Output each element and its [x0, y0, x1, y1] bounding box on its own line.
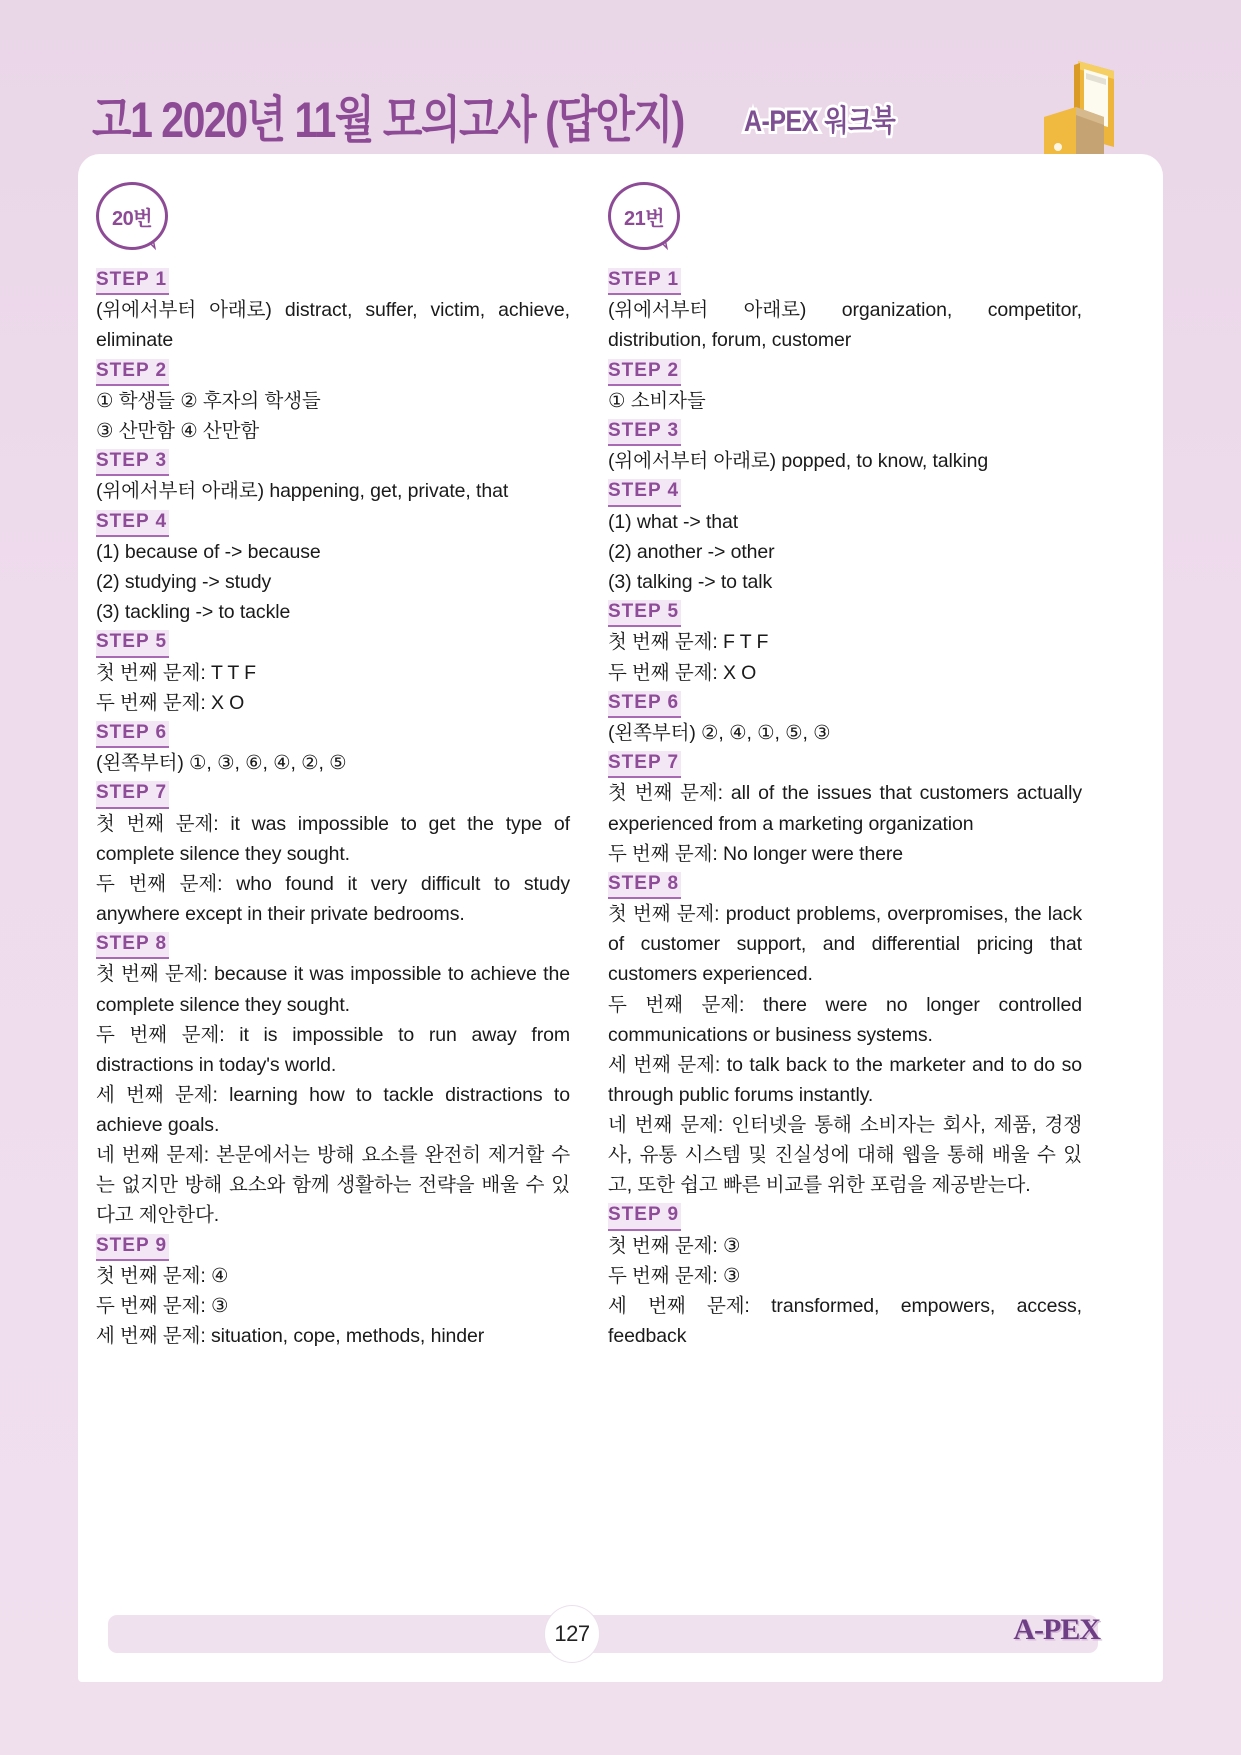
step-line: 세 번째 문제: learning how to tackle distractions to achieve goals. — [96, 1083, 570, 1136]
step-line: (3) tackling -> to tackle — [96, 601, 291, 624]
step-line: 세 번째 문제: transformed, empowers, access, feedback — [608, 1294, 1082, 1348]
step-line: 세 번째 문제: to talk back to the marketer and to do so through public forums instantly. — [608, 1053, 1082, 1106]
step-line: 세 번째 문제: situation, cope, methods, hinder — [96, 1325, 485, 1348]
step-block — [96, 508, 570, 628]
step-line: 첫 번째 문제: all of the issues that customers actually experienced from a marketing organization — [608, 782, 1082, 835]
step-line: 첫 번째 문제: ③ — [608, 1234, 741, 1257]
workbook-badge: A-PEX 워크북 — [744, 104, 896, 139]
question-bubble-20 — [96, 182, 174, 254]
step-block — [608, 266, 1082, 356]
step-block — [608, 749, 1082, 869]
step-heading: STEP 9 — [608, 1203, 681, 1230]
step-line: 두 번째 문제: it is impossible to run away from distractions in today's world. — [96, 1023, 570, 1076]
step-line: ① 학생들 ② 후자의 학생들 — [96, 389, 321, 412]
step-line: 첫 번째 문제: F T F — [608, 631, 769, 654]
step-block — [608, 477, 1082, 597]
step-line: 두 번째 문제: No longer were there — [608, 842, 904, 865]
step-heading: STEP 7 — [608, 751, 681, 778]
step-line: ① 소비자들 — [608, 389, 706, 412]
step-heading: STEP 1 — [608, 268, 681, 295]
step-line: (2) studying -> study — [96, 571, 272, 593]
step-line: 네 번째 문제: 본문에서는 방해 요소를 완전히 제거할 수는 없지만 방해 요소와 함께 생활하는 전략을 배울 수 있다고 제안한다. — [96, 1144, 570, 1227]
question-number-label: 21번 — [623, 207, 665, 230]
page-number: 127 — [544, 1605, 600, 1663]
answer-columns — [96, 182, 1146, 1352]
question-bubble-21 — [608, 182, 686, 254]
step-block — [608, 598, 1082, 688]
step-line: 두 번째 문제: X O — [96, 691, 245, 714]
step-heading: STEP 9 — [96, 1234, 169, 1261]
step-line: 첫 번째 문제: it was impossible to get the type of complete silence they sought. — [96, 812, 570, 865]
step-block — [96, 266, 570, 356]
step-heading: STEP 2 — [608, 359, 681, 386]
answer-card — [78, 154, 1163, 1682]
step-line: (왼쪽부터) ①, ③, ⑥, ④, ②, ⑤ — [96, 752, 347, 775]
step-heading: STEP 5 — [96, 630, 169, 657]
step-block — [96, 357, 570, 447]
page-title: 고1 2020년 11월 모의고사 (답안지) — [92, 91, 684, 148]
step-line: (2) another -> other — [608, 540, 775, 563]
step-line: 두 번째 문제: X O — [608, 661, 757, 684]
apex-logo: A-PEX — [1013, 1613, 1100, 1646]
step-heading: STEP 3 — [96, 449, 169, 476]
step-line: (왼쪽부터) ②, ④, ①, ⑤, ③ — [608, 722, 831, 744]
step-block — [608, 689, 1082, 748]
step-block — [96, 779, 570, 929]
page-footer — [108, 1605, 1138, 1657]
step-heading: STEP 4 — [96, 510, 169, 537]
step-line: 첫 번째 문제: ④ — [96, 1264, 229, 1287]
step-block — [96, 719, 570, 778]
step-heading: STEP 8 — [608, 872, 681, 899]
step-block — [608, 357, 1082, 416]
step-line: 두 번째 문제: ③ — [96, 1294, 229, 1317]
step-heading: STEP 6 — [608, 691, 681, 718]
step-line: (위에서부터 아래로) organization, competitor, distribution, forum, customer — [608, 299, 1082, 352]
page-header — [0, 0, 1241, 160]
step-block — [96, 930, 570, 1230]
step-line: 두 번째 문제: who found it very difficult to study anywhere except in their private bedrooms. — [96, 872, 570, 925]
step-heading: STEP 7 — [96, 781, 169, 808]
step-heading: STEP 2 — [96, 359, 169, 386]
step-line: 두 번째 문제: there were no longer controlled communications or business systems. — [608, 993, 1082, 1046]
question-column-20 — [96, 182, 570, 1352]
step-line: (위에서부터 아래로) popped, to know, talking — [608, 450, 989, 473]
step-heading: STEP 8 — [96, 932, 169, 959]
step-line: 네 번째 문제: 인터넷을 통해 소비자는 회사, 제품, 경쟁사, 유통 시스템 및 진실성에 대해 웹을 통해 배울 수 있고, 또한 쉽고 빠른 비교를 위한 포럼을 제공받는다. — [608, 1114, 1082, 1197]
step-block — [608, 417, 1082, 476]
step-line: (위에서부터 아래로) distract, suffer, victim, achieve, eliminate — [96, 299, 570, 352]
step-heading: STEP 5 — [608, 600, 681, 627]
question-column-21 — [608, 182, 1082, 1352]
footer-bar — [108, 1615, 1098, 1653]
step-line: ③ 산만함 ④ 산만함 — [96, 420, 260, 442]
step-line: (3) talking -> to talk — [608, 571, 773, 593]
step-line: 두 번째 문제: ③ — [608, 1264, 741, 1287]
step-block — [96, 447, 570, 506]
step-line: (1) what -> that — [608, 510, 739, 533]
step-block — [96, 1232, 570, 1352]
step-heading: STEP 3 — [608, 419, 681, 446]
step-block — [96, 628, 570, 718]
step-line: 첫 번째 문제: product problems, overpromises, the lack of customer support, and differential pricing that customers experienced. — [608, 903, 1082, 986]
step-line: (1) because of -> because — [96, 540, 321, 563]
step-line: 첫 번째 문제: T T F — [96, 661, 256, 684]
step-line: (위에서부터 아래로) happening, get, private, that — [96, 480, 509, 503]
step-line: 첫 번째 문제: because it was impossible to achieve the complete silence they sought. — [96, 963, 570, 1016]
step-heading: STEP 1 — [96, 268, 169, 295]
step-heading: STEP 4 — [608, 479, 681, 506]
step-block — [608, 1201, 1082, 1351]
step-block — [608, 870, 1082, 1201]
question-number-label: 20번 — [111, 207, 153, 230]
step-heading: STEP 6 — [96, 721, 169, 748]
